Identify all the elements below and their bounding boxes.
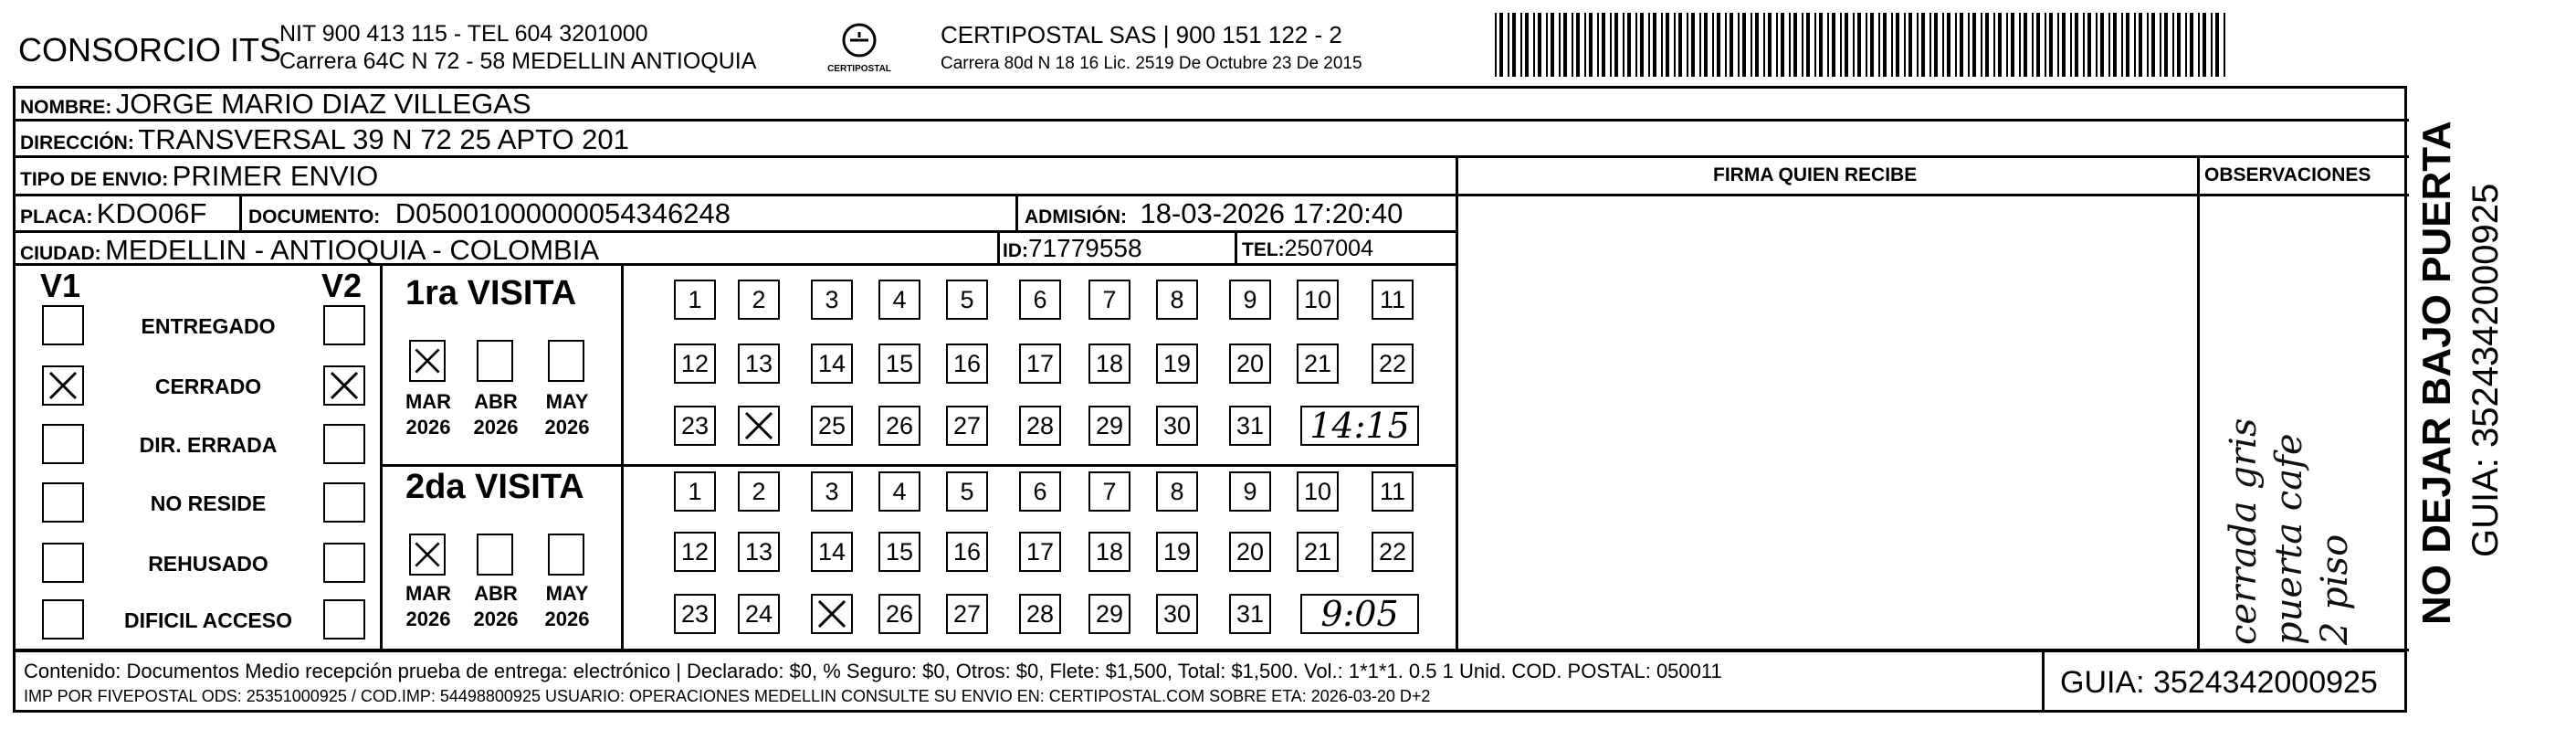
day-box[interactable]: 26 [878, 594, 920, 634]
direccion-row: DIRECCIÓN: TRANSVERSAL 39 N 72 25 APTO 201 [20, 123, 629, 155]
v2-label: V2 [321, 267, 363, 304]
v2-checkbox[interactable] [323, 543, 365, 583]
day-box[interactable]: 12 [674, 532, 716, 572]
month-label: ABR 2026 [473, 390, 519, 439]
day-box[interactable]: 23 [674, 406, 716, 446]
tipo-row: TIPO DE ENVIO: PRIMER ENVIO [20, 160, 379, 192]
company-info [279, 20, 756, 75]
day-box[interactable]: 28 [1019, 406, 1061, 446]
day-box[interactable]: 19 [1156, 344, 1198, 384]
month-checkbox[interactable] [477, 534, 513, 576]
day-box[interactable]: 6 [1019, 280, 1061, 320]
day-box[interactable]: 6 [1019, 471, 1061, 512]
barcode [1495, 13, 2227, 77]
month-checkbox[interactable] [477, 340, 513, 382]
day-box[interactable]: 2 [738, 471, 780, 512]
day-box[interactable]: 3 [811, 280, 853, 320]
tel-row: TEL:2507004 [1242, 236, 1373, 261]
v1-checkbox[interactable] [42, 365, 84, 406]
status-label: CERRADO [154, 375, 262, 398]
day-box[interactable]: 24 [738, 594, 780, 634]
day-box[interactable]: 16 [946, 344, 988, 384]
v2-checkbox[interactable] [323, 365, 365, 406]
day-box[interactable]: 9 [1229, 471, 1271, 512]
month-checkbox[interactable] [409, 340, 446, 382]
day-box[interactable]: 25 [811, 406, 853, 446]
placa-row: PLACA: KDO06F [20, 197, 207, 229]
day-box[interactable]: 4 [878, 471, 920, 512]
ciudad-value: MEDELLIN - ANTIOQUIA - COLOMBIA [105, 234, 599, 266]
day-box[interactable]: 20 [1229, 344, 1271, 384]
nit-line: NIT 900 413 115 - TEL 604 3201000 [279, 21, 648, 47]
visita1-title: 1ra VISITA [405, 274, 577, 312]
v1-checkbox[interactable] [42, 305, 84, 345]
direccion-value: TRANSVERSAL 39 N 72 25 APTO 201 [138, 123, 629, 155]
company-name: CONSORCIO ITS [18, 31, 282, 69]
documento-row: DOCUMENTO: D05001000000054346248 [248, 197, 731, 229]
month-label: ABR 2026 [473, 582, 519, 630]
day-box[interactable]: 3 [811, 471, 853, 512]
no-dejar-bajo-puerta: NO DEJAR BAJO PUERTA [2414, 121, 2459, 625]
day-box[interactable]: 17 [1019, 344, 1061, 384]
address-line: Carrera 64C N 72 - 58 MEDELLIN ANTIOQUIA [279, 48, 757, 74]
id-value: 71779558 [1028, 234, 1142, 262]
day-box[interactable] [811, 594, 853, 634]
day-box[interactable]: 27 [946, 406, 988, 446]
day-box[interactable]: 11 [1372, 471, 1414, 512]
observaciones-handwritten: cerrada gris puerta cafe 2 piso [2223, 418, 2356, 645]
month-label: MAR 2026 [405, 582, 452, 630]
day-box[interactable]: 16 [946, 532, 988, 572]
nombre-value: JORGE MARIO DIAZ VILLEGAS [115, 88, 531, 120]
day-box[interactable]: 11 [1372, 280, 1414, 320]
day-box[interactable]: 7 [1088, 471, 1130, 512]
day-box[interactable]: 15 [878, 532, 920, 572]
status-label: DIR. ERRADA [139, 433, 278, 457]
v1-label: V1 [40, 267, 81, 304]
admision-value: 18-03-2026 17:20:40 [1140, 197, 1404, 229]
day-box[interactable]: 21 [1297, 532, 1339, 572]
day-box[interactable]: 18 [1088, 532, 1130, 572]
month-label: MAR 2026 [405, 390, 452, 439]
status-label: NO RESIDE [150, 492, 267, 515]
v1-checkbox[interactable] [42, 424, 84, 464]
day-box[interactable]: 12 [674, 344, 716, 384]
documento-value: D05001000000054346248 [394, 197, 731, 229]
visita2-title: 2da VISITA [405, 468, 584, 506]
visita2-hour: 9:05 [1300, 594, 1419, 634]
day-box[interactable]: 30 [1156, 594, 1198, 634]
day-box[interactable]: 5 [946, 280, 988, 320]
day-box[interactable]: 23 [674, 594, 716, 634]
month-label: MAY 2026 [544, 390, 590, 439]
day-box[interactable]: 31 [1229, 406, 1271, 446]
day-box[interactable] [738, 406, 780, 446]
v1-checkbox[interactable] [42, 482, 84, 523]
observaciones-label: OBSERVACIONES [2204, 164, 2371, 185]
day-box[interactable]: 22 [1372, 532, 1414, 572]
day-box[interactable]: 10 [1297, 471, 1339, 512]
day-box[interactable]: 21 [1297, 344, 1339, 384]
placa-value: KDO06F [96, 197, 207, 229]
month-checkbox[interactable] [548, 534, 584, 576]
day-box[interactable]: 29 [1088, 406, 1130, 446]
day-box[interactable]: 30 [1156, 406, 1198, 446]
day-box[interactable]: 13 [738, 344, 780, 384]
day-box[interactable]: 22 [1372, 344, 1414, 384]
side-guia: GUIA: 3524342000925 [2466, 183, 2506, 557]
firma-label: FIRMA QUIEN RECIBE [1713, 164, 1918, 185]
v2-checkbox[interactable] [323, 424, 365, 464]
day-box[interactable]: 10 [1297, 280, 1339, 320]
month-label: MAY 2026 [544, 582, 590, 630]
v2-checkbox[interactable] [323, 482, 365, 523]
logo-text: CERTIPOSTAL [827, 64, 891, 74]
id-row: ID:71779558 [1003, 234, 1142, 262]
month-checkbox[interactable] [548, 340, 584, 382]
day-box[interactable]: 1 [674, 471, 716, 512]
ciudad-row: CIUDAD: MEDELLIN - ANTIOQUIA - COLOMBIA [20, 234, 599, 266]
day-box[interactable]: 2 [738, 280, 780, 320]
day-box[interactable]: 15 [878, 344, 920, 384]
carrier-info [941, 20, 1362, 79]
day-box[interactable]: 9 [1229, 280, 1271, 320]
admision-row: ADMISIÓN: 18-03-2026 17:20:40 [1025, 197, 1404, 229]
day-box[interactable]: 28 [1019, 594, 1061, 634]
day-box[interactable]: 20 [1229, 532, 1271, 572]
day-box[interactable]: 19 [1156, 532, 1198, 572]
day-box[interactable]: 26 [878, 406, 920, 446]
tipo-value: PRIMER ENVIO [172, 160, 379, 192]
v2-checkbox[interactable] [323, 599, 365, 640]
day-box[interactable]: 31 [1229, 594, 1271, 634]
v1-checkbox[interactable] [42, 599, 84, 640]
visita1-hour: 14:15 [1300, 406, 1419, 446]
day-box[interactable]: 29 [1088, 594, 1130, 634]
tel-value: 2507004 [1284, 236, 1373, 261]
day-box[interactable]: 1 [674, 280, 716, 320]
status-label: REHUSADO [148, 552, 268, 576]
day-box[interactable]: 7 [1088, 280, 1130, 320]
day-box[interactable]: 18 [1088, 344, 1130, 384]
footer-line2: IMP POR FIVEPOSTAL ODS: 25351000925 / COD.IMP: 54498800925 USUARIO: OPERACIONES MEDELLIN CONSULTE SU ENVIO EN: CERTIPOSTAL.COM SOBRE ETA: 2026-03-20 D+2 [24, 687, 1431, 705]
month-checkbox[interactable] [409, 534, 446, 576]
day-box[interactable]: 8 [1156, 471, 1198, 512]
day-box[interactable]: 17 [1019, 532, 1061, 572]
day-box[interactable]: 27 [946, 594, 988, 634]
footer-guia: GUIA: 3524342000925 [2060, 665, 2378, 700]
nombre-row: NOMBRE: JORGE MARIO DIAZ VILLEGAS [20, 88, 531, 120]
carrier-license: Carrera 80d N 18 16 Lic. 2519 De Octubre 23 De 2015 [941, 54, 1362, 73]
footer-line1: Contenido: Documentos Medio recepción prueba de entrega: electrónico | Declarado: $0, % Seguro: $0, Otros: $0, Flete: $1,500, Total: $1,500. Vol.: 1*1*1. 0.5 1 Unid. COD. POSTAL: 050011 [24, 660, 1722, 682]
day-box[interactable]: 14 [811, 344, 853, 384]
day-box[interactable]: 4 [878, 280, 920, 320]
status-label: ENTREGADO [141, 314, 276, 338]
certipostal-logo [820, 20, 899, 80]
v2-checkbox[interactable] [323, 305, 365, 345]
day-box[interactable]: 14 [811, 532, 853, 572]
day-box[interactable]: 8 [1156, 280, 1198, 320]
carrier-line: CERTIPOSTAL SAS | 900 151 122 - 2 [941, 21, 1342, 48]
day-box[interactable]: 5 [946, 471, 988, 512]
day-box[interactable]: 13 [738, 532, 780, 572]
status-label: DIFICIL ACCESO [123, 608, 292, 632]
v1-checkbox[interactable] [42, 543, 84, 583]
